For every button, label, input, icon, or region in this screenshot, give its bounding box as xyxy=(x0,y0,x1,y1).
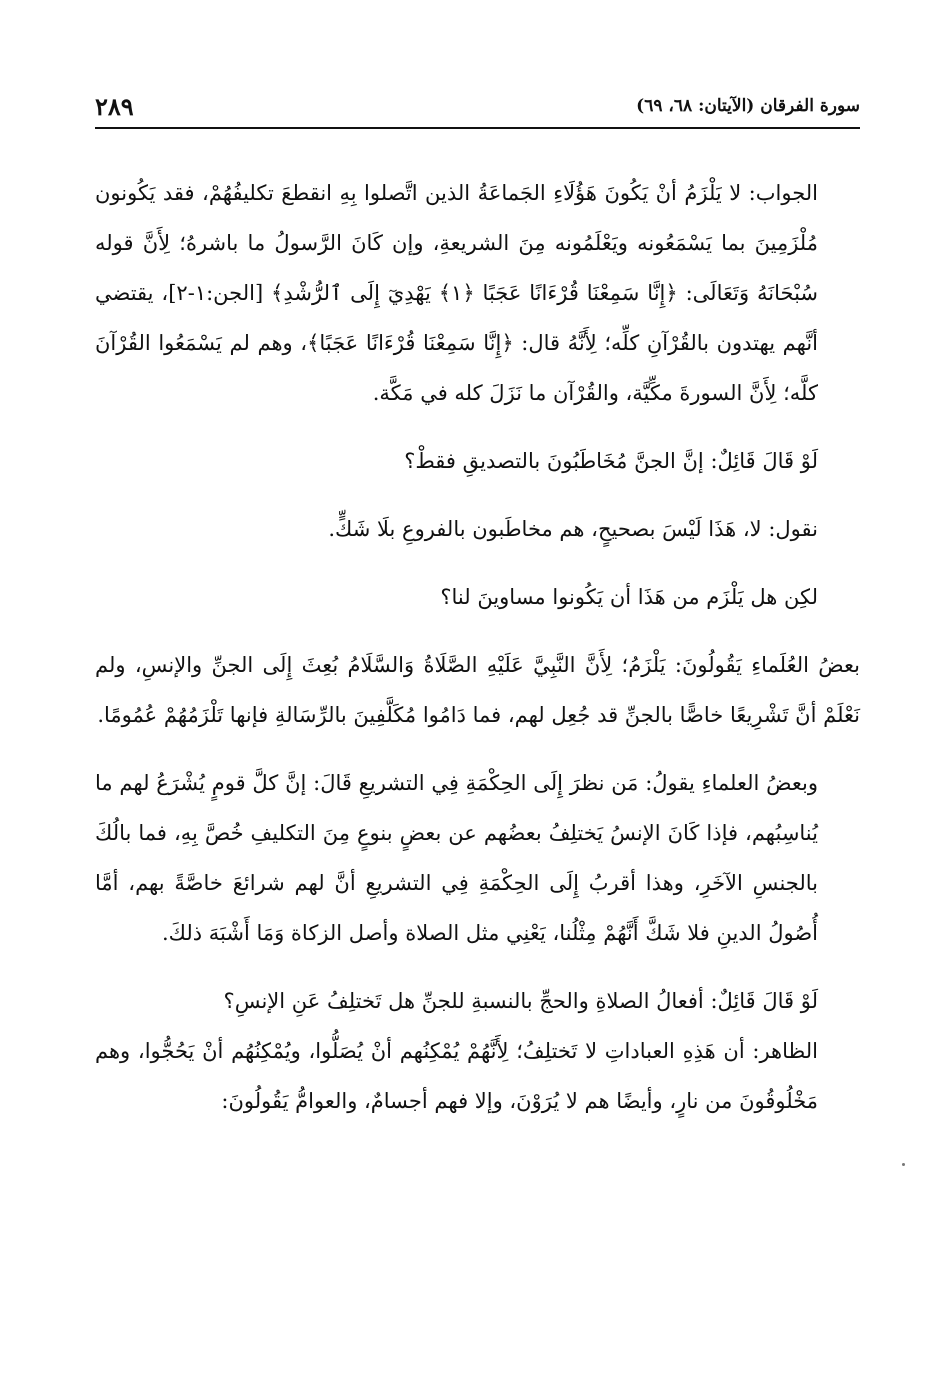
header-divider xyxy=(95,127,860,129)
margin-dot xyxy=(902,1163,905,1166)
scholars-opinion-paragraph: وبعضُ العلماءِ يقولُ: مَن نظرَ إِلَى الحِكْمَةِ فِي التشريعِ قَالَ: إنَّ كلَّ قومٍ يُشْرَعُ لهم ما يُناسِبُهم، فإذا كَانَ الإنسُ يَختلِفُ بعضُهم عن بعضٍ بنوعٍ مِنَ التكليفِ خُصَّ بِهِ، فما بالُكَ بالجنسِ الآخَرِ، وهذا أقربُ إِلَى الحِكْمَةِ فِي التشريعِ أنَّ لهم شرائعَ خاصَّةً بهم، أمَّا أُصُولُ الدينِ فلا شَكَّ أَنَّهُمْ مِثْلُنا، يَعْنِي مثل الصلاة وأصل الزكاة وَمَا أَشْبَهَ ذلكَ. xyxy=(95,771,818,945)
question-paragraph: لكِن هل يَلْزَم من هَذَا أن يَكُونوا مساوينَ لنا؟ xyxy=(440,585,818,609)
scholars-opinion-paragraph: بعضُ العُلَماءِ يَقُولُونَ: يَلْزَمُ؛ لِأَنَّ النَّبِيَّ عَلَيْهِ الصَّلَاةُ وَالسَّلَامُ بُعِثَ إِلَى الجنِّ والإنسِ، ولم نَعْلَمْ أنَّ تَشْرِيعًا خاصًّا بالجنِّ قد جُعِل لهم، فما دَامُوا مُكَلَّفِينَ بالرِّسَالةِ فإنها تَلْزَمُهُمْ عُمُومًا. xyxy=(95,653,860,727)
page-body xyxy=(95,168,860,1126)
surah-title: سورة الفرقان (الآيتان: ٦٨، ٦٩) xyxy=(636,96,860,116)
reply-paragraph: نقول: لا، هَذَا لَيْسَ بصحيحٍ، هم مخاطَبون بالفروعِ بلَا شَكٍّ. xyxy=(328,517,818,541)
page-number: ٢٨٩ xyxy=(95,92,134,121)
question-paragraph: لَوْ قَالَ قَائِلٌ: إنَّ الجنَّ مُخَاطَبُونَ بالتصديقِ فقطْ؟ xyxy=(404,449,818,473)
answer-paragraph: الجواب: لا يَلْزَمُ أنْ يَكُونَ هَؤُلَاءِ الجَماعَةُ الذين اتَّصلوا بِهِ انقطعَ تكليفُهُمْ، فقد يَكُونون مُلْزَمِينَ بما يَسْمَعُونه ويَعْلَمُونه مِنَ الشريعةِ، وإن كَانَ الرَّسولُ ما باشرهُ؛ لِأَنَّ قوله سُبْحَانَهُ وَتَعَالَى: ﴿إِنَّا سَمِعْنَا قُرْءَانًا عَجَبًا ﴿١﴾ يَهْدِيٓ إِلَى ٱلرُّشْدِ﴾ [الجن:١-٢]، يقتضي أنَّهم يهتدون بالقُرْآنِ كلِّه؛ لِأَنَّهُ قال: ﴿إِنَّا سَمِعْنَا قُرْءَانًا عَجَبًا﴾، وهم لم يَسْمَعُوا القُرْآنَ كلَّه؛ لِأَنَّ السورةَ مكِّيَّة، والقُرْآن ما نَزَلَ كله في مَكَّة. xyxy=(95,181,818,405)
question-paragraph: لَوْ قَالَ قَائِلٌ: أفعالُ الصلاةِ والحجِّ بالنسبةِ للجنِّ هل تَختلِفُ عَنِ الإنسِ؟ xyxy=(223,989,818,1013)
answer-paragraph: الظاهر: أن هَذِهِ العباداتِ لا تَختلِفُ؛ لِأَنَّهُمْ يُمْكِنُهم أنْ يُصَلُّوا، ويُمْكِنُهُم أنْ يَحُجُّوا، وهم مَخْلُوقُونَ من نارٍ، وأيضًا هم لا يُرَوْنَ، وإلا فهم أجسامٌ، والعوامُّ يَقُولُونَ: xyxy=(95,1039,818,1113)
running-header xyxy=(95,92,860,126)
